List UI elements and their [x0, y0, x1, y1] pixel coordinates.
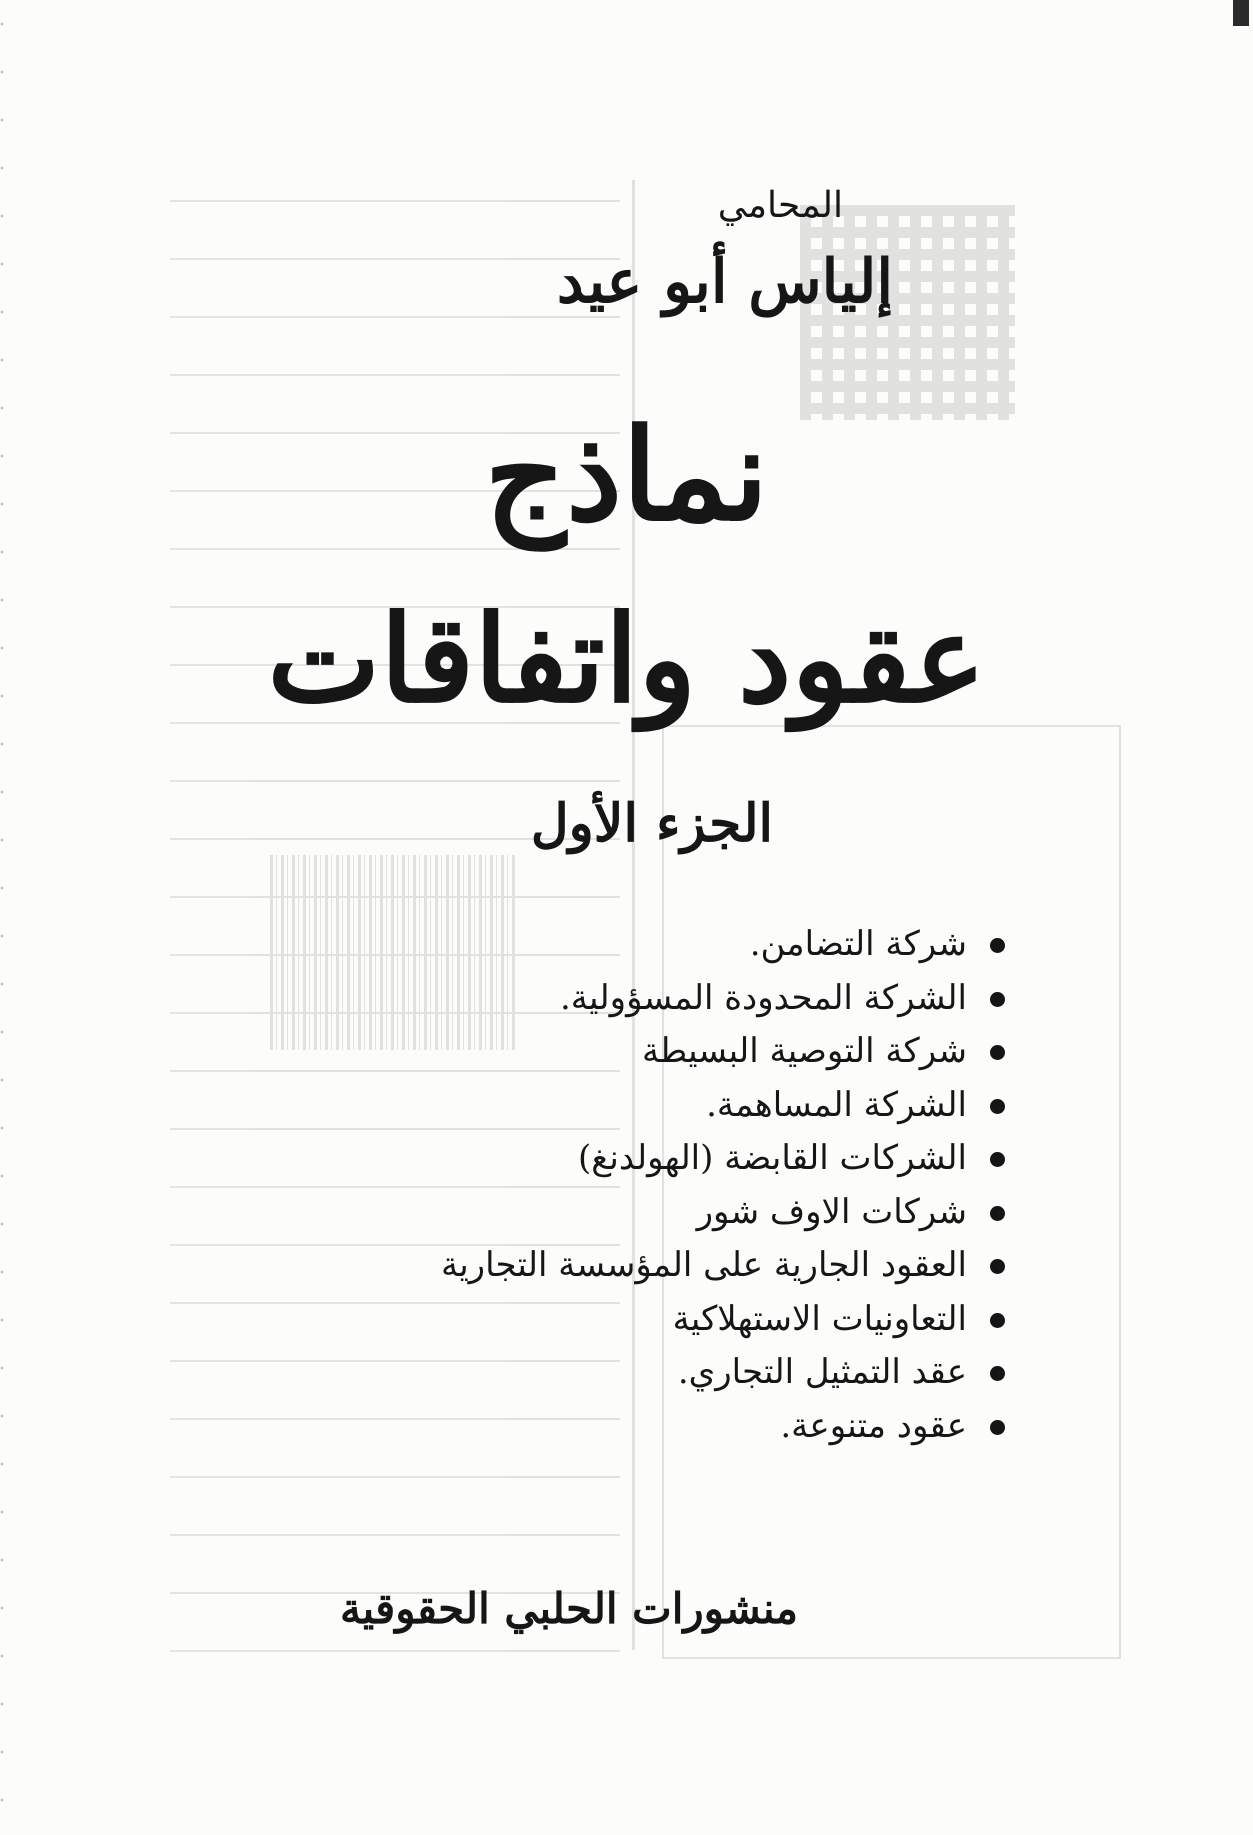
- author-name: إلياس أبو عيد: [556, 247, 893, 317]
- list-item-text: شركات الاوف شور: [696, 1191, 967, 1232]
- contents-list: [441, 920, 1005, 1455]
- list-item-text: عقود متنوعة.: [780, 1405, 967, 1446]
- bullet-icon: [990, 938, 1005, 953]
- list-item-text: العقود الجارية على المؤسسة التجارية: [440, 1245, 967, 1285]
- book-title-line-1: نماذج: [484, 401, 769, 549]
- page-edge-perforation: [0, 0, 4, 1835]
- list-item: [441, 1348, 1005, 1402]
- list-item-text: شركة التضامن.: [749, 924, 967, 964]
- list-item: [441, 974, 1005, 1028]
- bullet-icon: [990, 1152, 1005, 1167]
- scan-edge-mark: [1233, 0, 1249, 26]
- list-item-text: الشركة المحدودة المسؤولية.: [560, 977, 967, 1018]
- list-item: [441, 1027, 1005, 1081]
- bullet-icon: [990, 1366, 1005, 1381]
- list-item: [441, 1241, 1005, 1295]
- bullet-icon: [990, 1313, 1005, 1328]
- bullet-icon: [990, 1259, 1005, 1274]
- list-item-text: التعاونيات الاستهلاكية: [672, 1298, 967, 1339]
- list-item: [441, 1402, 1005, 1456]
- list-item-text: الشركات القابضة (الهولدنغ): [578, 1138, 967, 1178]
- bullet-icon: [990, 1045, 1005, 1060]
- publisher-name: منشورات الحلبي الحقوقية: [339, 1584, 798, 1633]
- bullet-icon: [990, 1206, 1005, 1221]
- list-item: [441, 1081, 1005, 1135]
- list-item-text: الشركة المساهمة.: [706, 1084, 967, 1125]
- bullet-icon: [990, 1420, 1005, 1435]
- list-item: [441, 1295, 1005, 1349]
- author-title: المحامي: [717, 185, 843, 226]
- list-item-text: عقد التمثيل التجاري.: [677, 1352, 967, 1392]
- bullet-icon: [990, 1099, 1005, 1114]
- volume-label: الجزء الأول: [530, 793, 773, 854]
- bullet-icon: [990, 992, 1005, 1007]
- book-title-line-2: عقود واتفاقات: [267, 589, 986, 730]
- list-item: [441, 1134, 1005, 1188]
- list-item-text: شركة التوصية البسيطة: [641, 1031, 967, 1071]
- list-item: [441, 920, 1005, 974]
- list-item: [441, 1188, 1005, 1242]
